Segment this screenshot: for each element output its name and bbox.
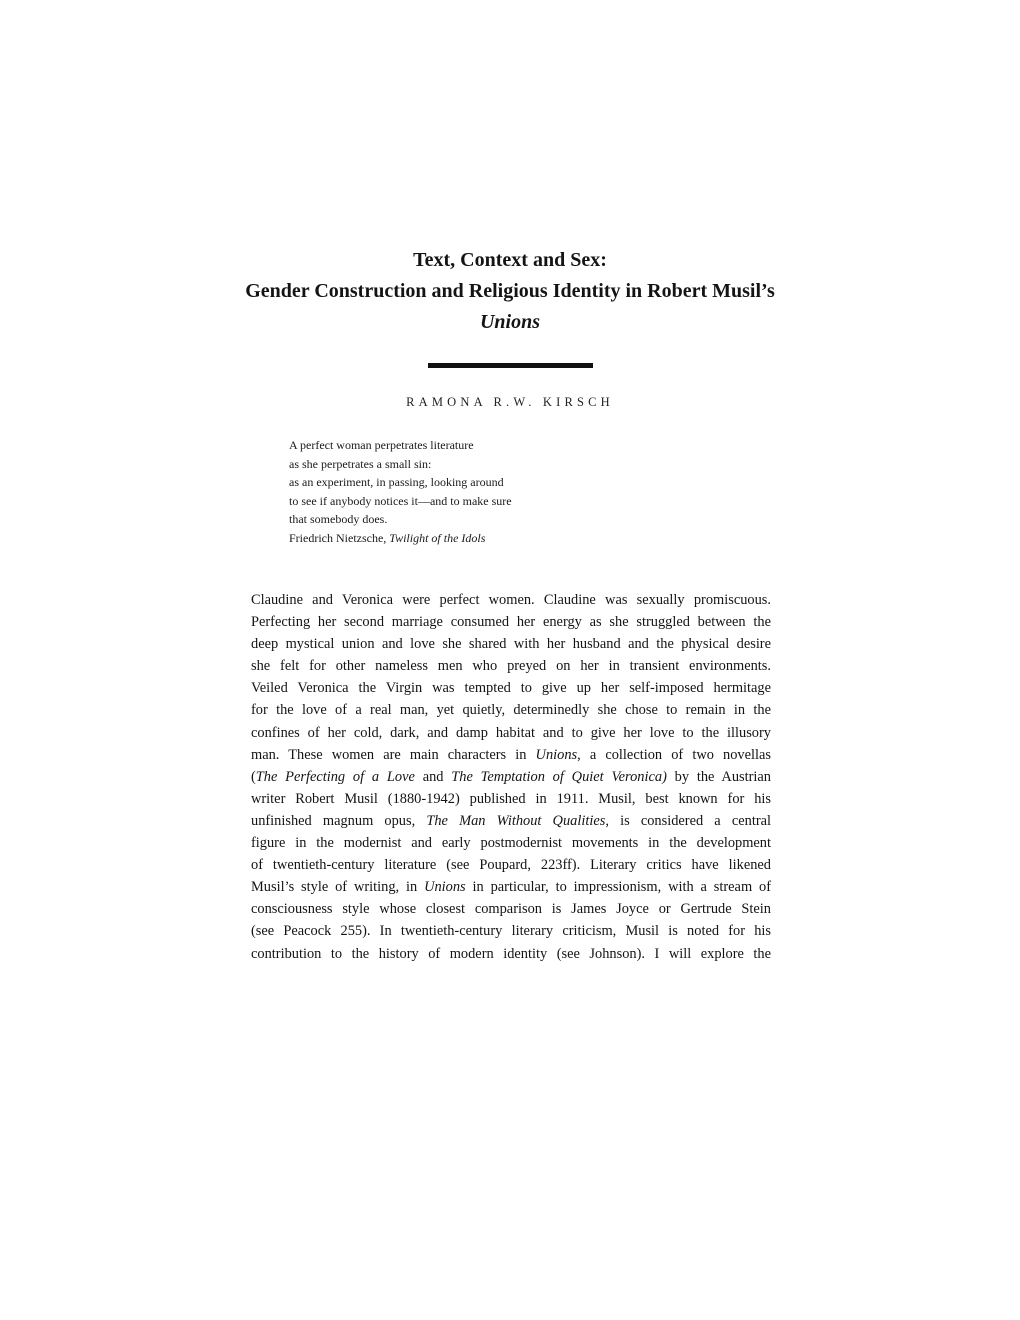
body-line: (see Peacock 255). In twentieth-century literary criticism, Musil is noted for his [251,923,771,940]
epigraph-line: as an experiment, in passing, looking around [289,475,504,489]
body-text-run: , is considered a central [605,812,771,829]
title-line-3: Unions [479,311,541,333]
body-line: Veiled Veronica the Virgin was tempted to give up her self-imposed hermitage [251,680,771,697]
body-line: consciousness style whose closest comparison is James Joyce or Gertrude Stein [251,901,771,918]
body-text-run: man. These women are main characters in [251,746,536,763]
epigraph-line: that somebody does. [289,512,388,526]
body-line: of twentieth-century literature (see Poupard, 223ff). Literary critics have likened [251,857,771,874]
body-line: Perfecting her second marriage consumed her energy as she struggled between the [251,614,771,631]
epigraph-attribution [289,529,709,548]
body-text-run: and [414,768,452,785]
book-title-unions: Unions [424,879,466,896]
body-line: for the love of a real man, yet quietly, determinedly she chose to remain in the [251,702,771,719]
body-line: deep mystical union and love she shared with her husband and the physical desire [251,636,771,653]
body-line: Claudine and Veronica were perfect women. Claudine was sexually promiscuous. [251,592,771,608]
epigraph-attribution-author: Friedrich Nietzsche, [289,530,390,545]
body-line [251,766,771,788]
body-line [251,810,771,832]
title-divider [428,363,593,368]
title-line-1: Text, Context and Sex: [413,249,607,271]
body-line: figure in the modernist and early postmodernist movements in the development [251,835,771,852]
epigraph-attribution-work: Twilight of the Idols [389,530,486,545]
body-line [251,744,771,766]
novella-title-perfecting: The Perfecting of a Love [255,768,415,785]
body-text-run: , a collection of two novellas [577,746,771,763]
novella-title-temptation: The Temptation of Quiet Veronica) [451,768,667,785]
body-text-run: ( [251,768,256,785]
body-line: she felt for other nameless men who preyed on her in transient environments. [251,658,771,675]
author-name: RAMONA R.W. KIRSCH [406,395,614,409]
epigraph [289,436,709,547]
body-text-run: in particular, to impressionism, with a stream of [465,879,771,896]
body-text-run: Musil’s style of writing, in [251,879,425,896]
book-title-man-without-qualities: The Man Without Qualities [426,812,606,829]
body-line: confines of her cold, dark, and damp habitat and to give her love to the illusory [251,724,771,741]
body-paragraph [251,589,771,965]
body-line: writer Robert Musil (1880-1942) published in 1911. Musil, best known for his [251,790,771,807]
body-line: contribution to the history of modern identity (see Johnson). I will explore the [251,945,771,962]
epigraph-line: as she perpetrates a small sin: [289,456,432,471]
title-line-2: Gender Construction and Religious Identity in Robert Musil’s [245,280,775,302]
body-text-run: by the Austrian [666,768,771,785]
article-title [0,245,1020,338]
epigraph-line: to see if anybody notices it—and to make sure [289,493,512,508]
body-text-run: unfinished magnum opus, [251,812,427,829]
body-line [251,876,771,898]
book-title-unions: Unions [535,746,578,763]
epigraph-line: A perfect woman perpetrates literature [289,438,474,452]
